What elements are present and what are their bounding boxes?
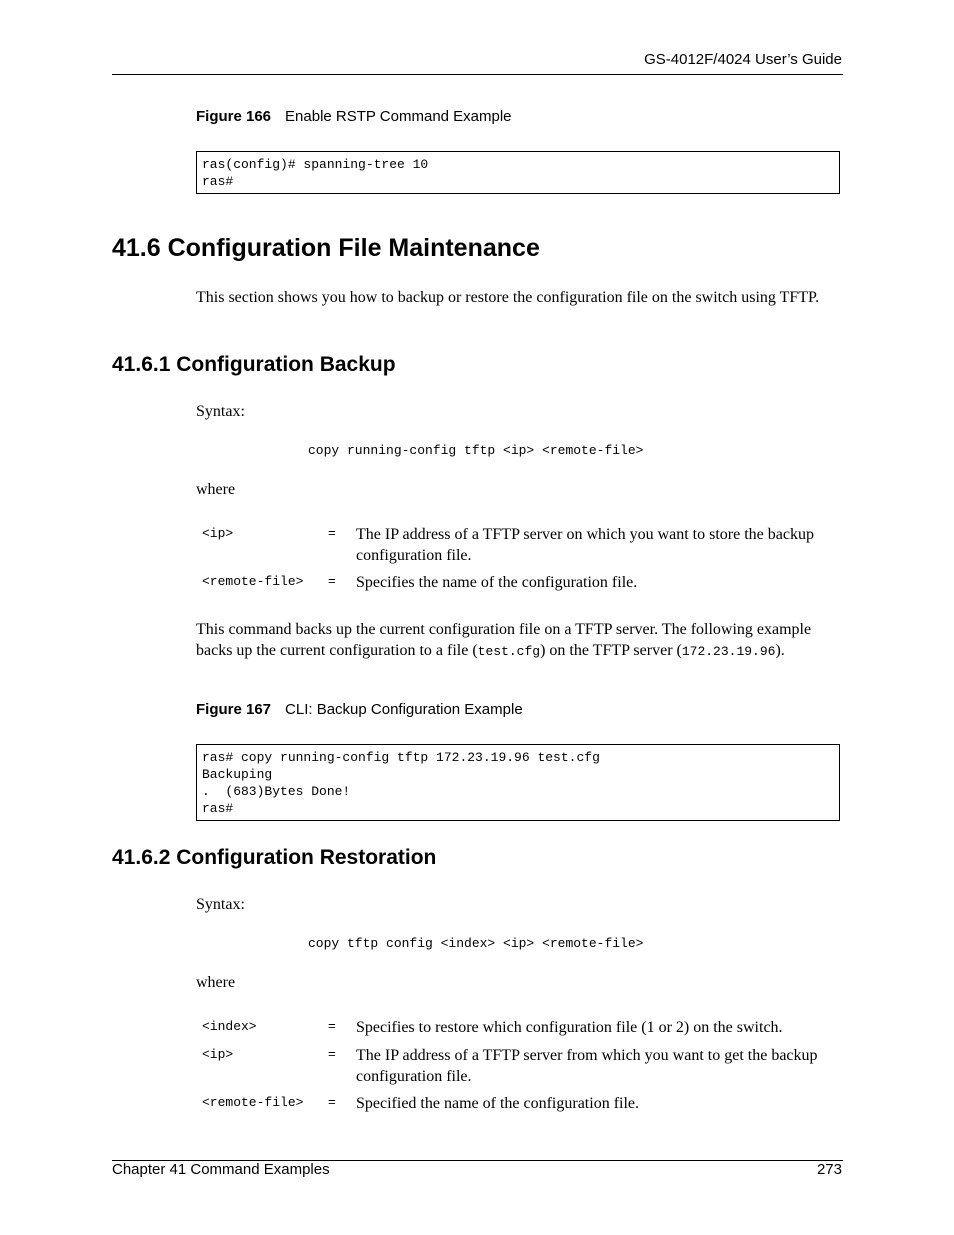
syntax-command: copy tftp config <index> <ip> <remote-file> <box>308 936 644 951</box>
header-rule <box>112 74 843 75</box>
code-line: Backuping <box>202 767 273 782</box>
code-line: ras# copy running-config tftp 172.23.19.96 test.cfg <box>202 750 600 765</box>
explanation-text: ) on the TFTP server ( <box>540 641 682 659</box>
param-term: <remote-file> <box>202 574 304 589</box>
backup-explanation <box>196 620 836 662</box>
code-box-fig167 <box>196 744 840 821</box>
section-heading: 41.6 Configuration File Maintenance <box>112 234 540 262</box>
footer-chapter: Chapter 41 Command Examples <box>112 1161 330 1178</box>
inline-filename: test.cfg <box>477 643 541 659</box>
footer-page-number: 273 <box>816 1161 842 1178</box>
where-label: where <box>196 481 236 498</box>
figure-caption-text: Enable RSTP Command Example <box>285 108 512 125</box>
param-term: <ip> <box>202 1047 234 1062</box>
param-equals: = <box>328 1047 336 1062</box>
code-box-fig166 <box>196 151 840 194</box>
code-line: . (683)Bytes Done! <box>202 784 351 799</box>
param-description: Specified the name of the configuration file. <box>356 1095 640 1112</box>
guide-title: GS-4012F/4024 User’s Guide <box>644 51 842 68</box>
figure-label: Figure 166 <box>196 108 272 125</box>
syntax-command: copy running-config tftp <ip> <remote-file> <box>308 443 644 458</box>
param-description: The IP address of a TFTP server from which you want to get the backup configuration file. <box>356 1047 818 1085</box>
code-line: ras# <box>202 801 234 816</box>
param-term: <ip> <box>202 526 234 541</box>
explanation-text: ). <box>775 641 785 659</box>
figure-166-caption <box>196 108 512 125</box>
code-line: ras(config)# spanning-tree 10 <box>202 157 429 172</box>
subsection-heading-backup: 41.6.1 Configuration Backup <box>112 353 396 376</box>
figure-167-caption <box>196 701 523 718</box>
param-description: The IP address of a TFTP server on which you want to store the backup configuration file. <box>356 526 814 564</box>
param-term: <index> <box>202 1019 257 1034</box>
param-equals: = <box>328 1095 336 1110</box>
param-term: <remote-file> <box>202 1095 304 1110</box>
param-equals: = <box>328 1019 336 1034</box>
section-intro: This section shows you how to backup or restore the configuration file on the switch using TFTP. <box>196 289 820 306</box>
syntax-label: Syntax: <box>196 896 245 913</box>
subsection-heading-restore: 41.6.2 Configuration Restoration <box>112 846 437 869</box>
param-equals: = <box>328 574 336 589</box>
param-equals: = <box>328 526 336 541</box>
where-label: where <box>196 974 236 991</box>
figure-label: Figure 167 <box>196 701 272 718</box>
inline-ip-address: 172.23.19.96 <box>681 643 776 659</box>
param-description: Specifies the name of the configuration file. <box>356 574 638 591</box>
explanation-text: This command backs up the current configuration file on a TFTP server. The following example backs up the current configuration to a file ( <box>196 621 812 659</box>
syntax-label: Syntax: <box>196 403 245 420</box>
code-line: ras# <box>202 174 234 189</box>
param-description: Specifies to restore which configuration file (1 or 2) on the switch. <box>356 1019 783 1036</box>
figure-caption-text: CLI: Backup Configuration Example <box>285 701 523 718</box>
